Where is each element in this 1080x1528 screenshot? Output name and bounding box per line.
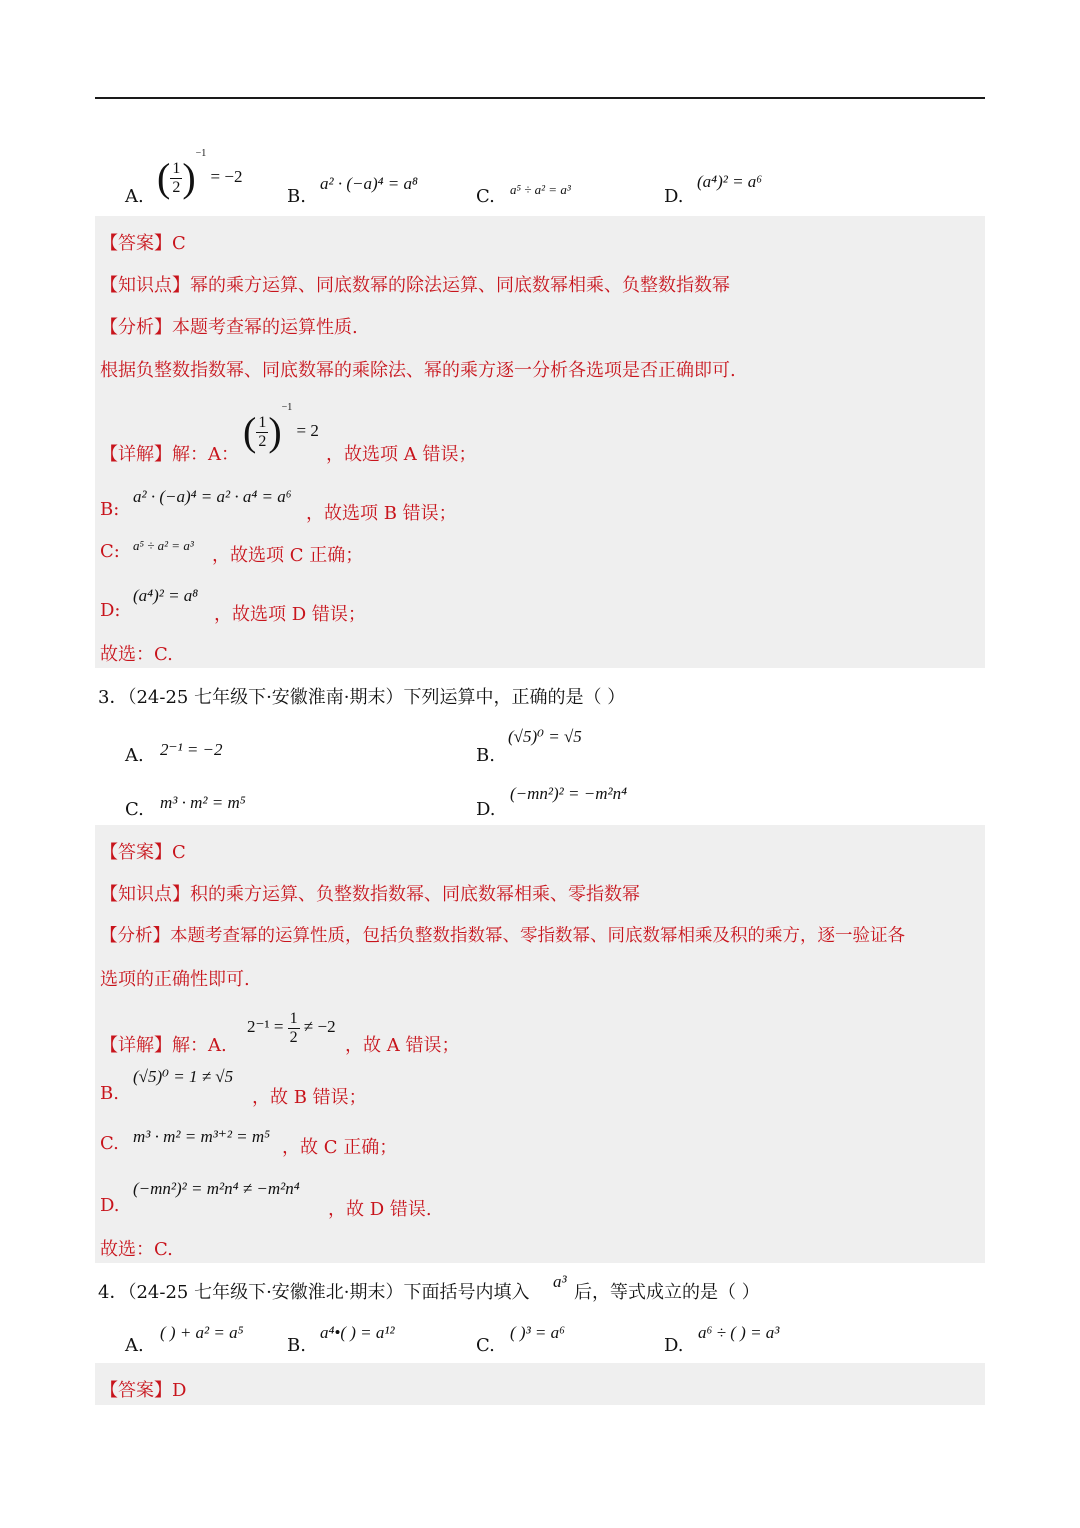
q3-option-a-label: A. (125, 745, 144, 766)
q2-option-a-label: A. (125, 186, 144, 207)
q3-option-b-label: B. (476, 745, 495, 766)
q4-option-c-expr: ( )³ = a⁶ (510, 1323, 566, 1342)
q3-detail-prefix: 【详解】解：A. (100, 1035, 227, 1056)
top-rule (95, 97, 985, 99)
q3-option-c-label: C. (125, 799, 144, 820)
q3-detail-a-expr: 2⁻¹ = $\frac{1}{2}$ ≠ −2 (247, 1010, 336, 1046)
q2-answer: 【答案】C (100, 233, 186, 254)
q2-option-b-label: B. (287, 186, 306, 207)
q3-title: 3．（24-25 七年级下·安徽淮南·期末）下列运算中，正确的是（ ） (98, 687, 626, 708)
q3-detail-d-expr: (−mn²)² = m²n⁴ ≠ −m²n⁴ (133, 1179, 300, 1198)
q4-option-b-expr: a⁴•( ) = a¹² (320, 1323, 395, 1342)
q3-detail-b-label: B. (100, 1083, 119, 1104)
q2-detail-b-expr: a² · (−a)⁴ = a² · a⁴ = a⁶ (133, 487, 292, 506)
q3-detail-b-tail: ，故 B 错误； (252, 1087, 367, 1108)
q4-option-a-expr: ( ) + a² = a⁵ (160, 1323, 244, 1342)
q4-title-post: 后，等式成立的是（ ） (574, 1282, 760, 1303)
q4-option-b-label: B. (287, 1335, 306, 1356)
q2-choose: 故选：C. (100, 644, 173, 665)
q4-option-d-expr: a⁶ ÷ ( ) = a³ (698, 1323, 780, 1342)
q3-option-a-expr: 2⁻¹ = −2 (160, 740, 223, 759)
q2-detail-c-expr: a⁵ ÷ a² = a³ (133, 538, 194, 553)
q3-detail-d-label: D. (100, 1195, 120, 1216)
q3-option-d-expr: (−mn²)² = −m²n⁴ (510, 784, 627, 803)
q2-option-d-label: D. (664, 186, 684, 207)
q3-detail-b-expr: (√5)⁰ = 1 ≠ √5 (133, 1067, 234, 1086)
q4-option-a-label: A. (125, 1335, 144, 1356)
q4-option-c-label: C. (476, 1335, 495, 1356)
q3-knowledge: 【知识点】积的乘方运算、负整数指数幂、同底数幂相乘、零指数幂 (100, 884, 640, 905)
q2-detail-a-expr: ( $\frac{1}{2}$ )$^{-1}$ = 2 (243, 402, 319, 454)
q3-choose: 故选：C. (100, 1239, 173, 1260)
q3-option-d-label: D. (476, 799, 496, 820)
q3-detail-c-expr: m³ · m² = m³⁺² = m⁵ (133, 1127, 271, 1146)
q2-detail-d-expr: (a⁴)² = a⁸ (133, 586, 199, 605)
q3-detail-a-tail: ，故 A 错误； (345, 1035, 460, 1056)
q2-detail-d-label: D: (100, 600, 121, 621)
q3-detail-c-tail: ，故 C 正确； (282, 1137, 398, 1158)
q2-option-b-expr: a² · (−a)⁴ = a⁸ (320, 174, 418, 193)
q2-detail-b-label: B: (100, 499, 120, 520)
q2-knowledge: 【知识点】幂的乘方运算、同底数幂的除法运算、同底数幂相乘、负整数指数幂 (100, 275, 730, 296)
q3-answer: 【答案】C (100, 842, 186, 863)
q2-option-c-expr: a⁵ ÷ a² = a³ (510, 182, 571, 197)
q2-detail-c-label: C: (100, 541, 120, 562)
q2-option-a-expr: ( $\frac{1}{2}$ )$^{-1}$ = −2 (157, 148, 243, 200)
q2-option-c-label: C. (476, 186, 495, 207)
q3-analysis-1: 【分析】本题考查幂的运算性质，包括负整数指数幂、零指数幂、同底数幂相乘及积的乘方，逐一验证各 (100, 926, 905, 946)
q4-answer-box (95, 1363, 985, 1405)
q2-analysis-2: 根据负整数指数幂、同底数幂的乘除法、幂的乘方逐一分析各选项是否正确即可. (100, 360, 736, 381)
q4-title-pre: 4．（24-25 七年级下·安徽淮北·期末）下面括号内填入 (98, 1282, 530, 1303)
q3-analysis-2: 选项的正确性即可. (100, 969, 250, 990)
q3-option-c-expr: m³ · m² = m⁵ (160, 793, 246, 812)
q4-answer: 【答案】D (100, 1380, 187, 1401)
q4-option-d-label: D. (664, 1335, 684, 1356)
q2-detail-a-tail: ，故选项 A 错误； (326, 444, 477, 465)
q3-option-b-expr: (√5)⁰ = √5 (508, 727, 582, 746)
q4-title-var: a³ (553, 1272, 567, 1291)
q2-detail-c-tail: ，故选项 C 正确； (212, 545, 364, 566)
q3-detail-d-tail: ，故 D 错误. (328, 1199, 432, 1220)
q3-detail-c-label: C. (100, 1133, 119, 1154)
q2-analysis-1: 【分析】本题考查幂的运算性质. (100, 317, 358, 338)
q2-option-d-expr: (a⁴)² = a⁶ (697, 172, 763, 191)
q2-detail-b-tail: ，故选项 B 错误； (306, 503, 457, 524)
q2-detail-prefix: 【详解】解：A： (100, 444, 239, 465)
q2-detail-d-tail: ，故选项 D 错误； (214, 604, 366, 625)
